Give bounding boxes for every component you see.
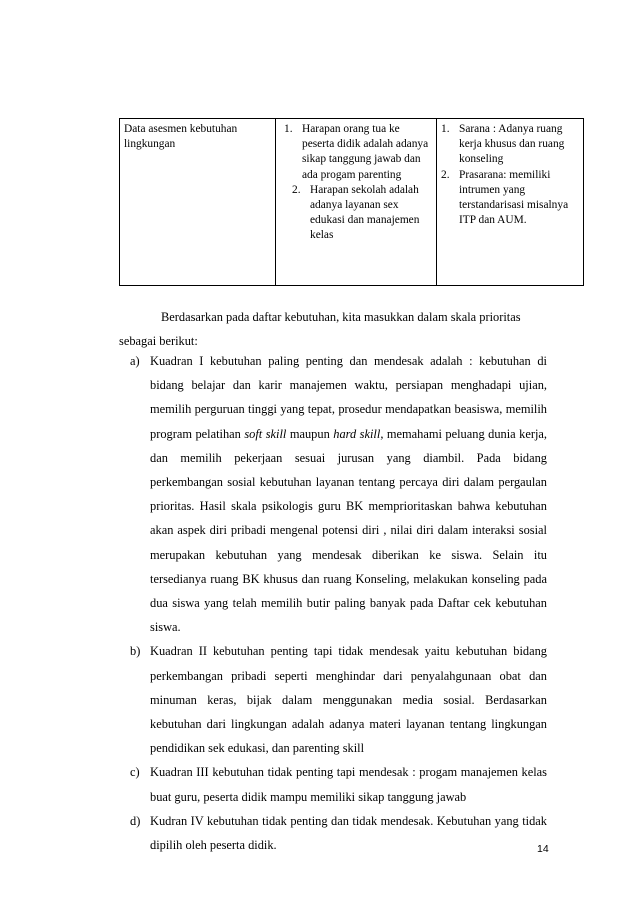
page-number: 14 bbox=[537, 843, 549, 855]
table-cell-expectations bbox=[276, 119, 437, 286]
item-number: 1. bbox=[441, 123, 450, 135]
expectations-list bbox=[284, 122, 432, 244]
list-marker: a) bbox=[130, 354, 140, 368]
list-item-d bbox=[119, 809, 547, 857]
list-item bbox=[441, 168, 579, 229]
list-item bbox=[292, 183, 432, 244]
category-text: Data asesmen kebutuhan lingkungan bbox=[124, 123, 238, 151]
item-text: Harapan sekolah adalah adanya layanan sex edukasi dan manajemen kelas bbox=[310, 183, 420, 242]
list-marker: c) bbox=[130, 765, 140, 780]
intro-line-2: sebagai berikut: bbox=[119, 334, 198, 348]
list-item-b bbox=[119, 639, 547, 760]
item-text: Kuadran III kebutuhan tidak penting tapi mendesak : progam manajemen kelas buat guru, peserta didik mampu memiliki sikap tanggung jawab bbox=[150, 765, 547, 804]
needs-table bbox=[119, 118, 584, 286]
list-marker: d) bbox=[130, 813, 141, 828]
item-text: maupun bbox=[286, 426, 334, 441]
italic-term: soft skill bbox=[244, 426, 287, 441]
item-text: Kuadran II kebutuhan penting tapi tidak mendesak yaitu kebutuhan bidang perkembangan pribadi seperti menghindar dari penyalahgunaan obat dan minuman keras, bijak dalam menggunakan media sosial. Berdasarkan kebutuhan dari lingkungan adalah adanya materi layanan tentang lingkungan pendidikan sek edukasi, dan parenting skill bbox=[150, 644, 547, 756]
table-cell-category bbox=[120, 119, 276, 286]
table-row bbox=[120, 119, 584, 286]
facilities-list bbox=[441, 122, 579, 228]
item-text: Prasarana: memiliki intrumen yang terstandarisasi misalnya ITP dan AUM. bbox=[459, 168, 569, 227]
list-item bbox=[441, 122, 579, 168]
item-number: 2. bbox=[441, 168, 450, 181]
item-text: Kudran IV kebutuhan tidak penting dan tidak mendesak. Kebutuhan yang tidak dipilih oleh peserta didik. bbox=[150, 813, 547, 853]
item-text: memahami peluang dunia kerja, dan memilih pekerjaan sesuai jurusan yang diambil. Pada bidang perkembangan sosial kebutuhan layanan tentang percaya diri dalam pergaulan prioritas. Hasil skala psikologis guru BK memprioritaskan bahwa kebutuhan akan aspek diri pribadi mengenal potensi diri , nilai diri dalam interaksi sosial merupakan kebutuhan yang mendesak diberikan ke siswa. Selain itu tersedianya ruang BK khusus dan ruang Konseling, melakukan konseling pada dua siswa yang telah memilih butir paling banyak pada Daftar cek kebutuhan siswa. bbox=[150, 426, 547, 635]
intro-line-1: Berdasarkan pada daftar kebutuhan, kita masukkan dalam skala prioritas bbox=[161, 310, 521, 324]
item-text: Sarana : Adanya ruang kerja khusus dan ruang konseling bbox=[459, 123, 565, 166]
item-text: Harapan orang tua ke peserta didik adalah adanya sikap tanggung jawab dan ada progam parenting bbox=[302, 123, 429, 181]
list-marker: b) bbox=[130, 644, 141, 659]
list-item-a bbox=[119, 349, 547, 639]
italic-term: hard skill, bbox=[333, 426, 384, 441]
priority-list bbox=[119, 349, 547, 857]
item-text: Kuadran I kebutuhan paling penting dan mendesak adalah : kebutuhan di bidang belajar dan karir manajemen waktu, persiapan menghadapi ujian, memilih perguruan tinggi yang tepat, prosedur mendapatkan beasiswa, memilih program pelatihan bbox=[150, 354, 547, 441]
list-item-c bbox=[119, 760, 547, 808]
item-number: 1. bbox=[284, 123, 293, 135]
item-number: 2. bbox=[292, 183, 301, 196]
intro-paragraph bbox=[119, 305, 547, 329]
list-item bbox=[284, 122, 432, 183]
table-cell-facilities bbox=[437, 119, 584, 286]
